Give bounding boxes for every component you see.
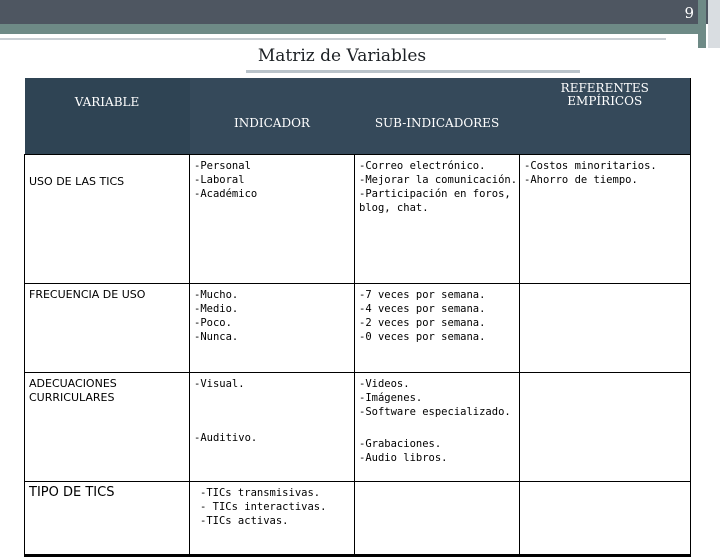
cell-line: blog, chat. [359, 202, 429, 214]
cell-line: -Medio. [194, 303, 239, 315]
top-accent-stripe [0, 24, 706, 34]
right-edge-bar [708, 0, 720, 48]
cell-variable [25, 373, 190, 482]
right-accent-bar [698, 0, 706, 48]
cell-line: ADECUACIONES [29, 377, 117, 390]
cell-line: -Mucho. [194, 289, 239, 301]
cell-line: -Ahorro de tiempo. [524, 174, 638, 186]
cell-line: -Imágenes. [359, 392, 423, 404]
table-row [25, 155, 691, 284]
cell-variable: TIPO DE TICS [25, 482, 190, 556]
cell-line: -4 veces por semana. [359, 303, 486, 315]
cell-referentes [520, 155, 691, 284]
cell-line: - TICs interactivas. [200, 501, 327, 513]
cell-line: -Nunca. [194, 331, 239, 343]
cell-line: -TICs transmisivas. [200, 487, 321, 499]
cell-line: -Auditivo. [194, 432, 258, 444]
cell-referentes [520, 482, 691, 556]
cell-line: -Académico [194, 188, 258, 200]
cell-line: -Poco. [194, 317, 232, 329]
cell-line: -2 veces por semana. [359, 317, 486, 329]
cell-line: -Grabaciones. [359, 438, 442, 450]
cell-referentes [520, 373, 691, 482]
header-variable: VARIABLE [25, 78, 190, 155]
cell-variable: FRECUENCIA DE USO [25, 284, 190, 373]
cell-subindicadores [355, 155, 520, 284]
cell-line: -Audio libros. [359, 452, 448, 464]
table-row [25, 284, 691, 373]
cell-subindicadores [355, 284, 520, 373]
table-row [25, 373, 691, 482]
title-underline [246, 70, 580, 73]
cell-subindicadores [355, 482, 520, 556]
page-number: 9 [684, 4, 694, 22]
table-header-row [25, 78, 691, 155]
cell-line: -Correo electrónico. [359, 160, 486, 172]
cell-indicador [190, 482, 355, 556]
cell-group [359, 437, 515, 465]
cell-line: -Costos minoritarios. [524, 160, 657, 172]
cell-line: CURRICULARES [29, 391, 115, 404]
cell-line: -Software especializado. [359, 406, 511, 418]
slide-title [0, 46, 684, 66]
slide-title-text: Matriz de Variables [257, 46, 427, 66]
header-indicador: INDICADOR [190, 78, 355, 155]
variables-matrix-table [24, 78, 691, 557]
cell-line: -Personal [194, 160, 251, 172]
table-row [25, 482, 691, 556]
cell-line: -Visual. [194, 378, 245, 390]
cell-indicador [190, 284, 355, 373]
cell-line: -Videos. [359, 378, 410, 390]
cell-variable: USO DE LAS TICS [25, 155, 190, 284]
cell-indicador [190, 155, 355, 284]
cell-line: -7 veces por semana. [359, 289, 486, 301]
cell-group [194, 431, 350, 445]
cell-line: -Laboral [194, 174, 245, 186]
cell-subindicadores [355, 373, 520, 482]
top-divider-line [0, 38, 666, 40]
header-referentes: REFERENTES EMPÍRICOS [520, 78, 691, 155]
cell-line: -0 veces por semana. [359, 331, 486, 343]
cell-line: -Participación en foros, [359, 188, 511, 200]
top-banner [0, 0, 720, 24]
cell-line: -TICs activas. [200, 515, 289, 527]
header-subindicadores: SUB-INDICADORES [355, 78, 520, 155]
cell-indicador [190, 373, 355, 482]
cell-referentes [520, 284, 691, 373]
cell-line: -Mejorar la comunicación. [359, 174, 518, 186]
